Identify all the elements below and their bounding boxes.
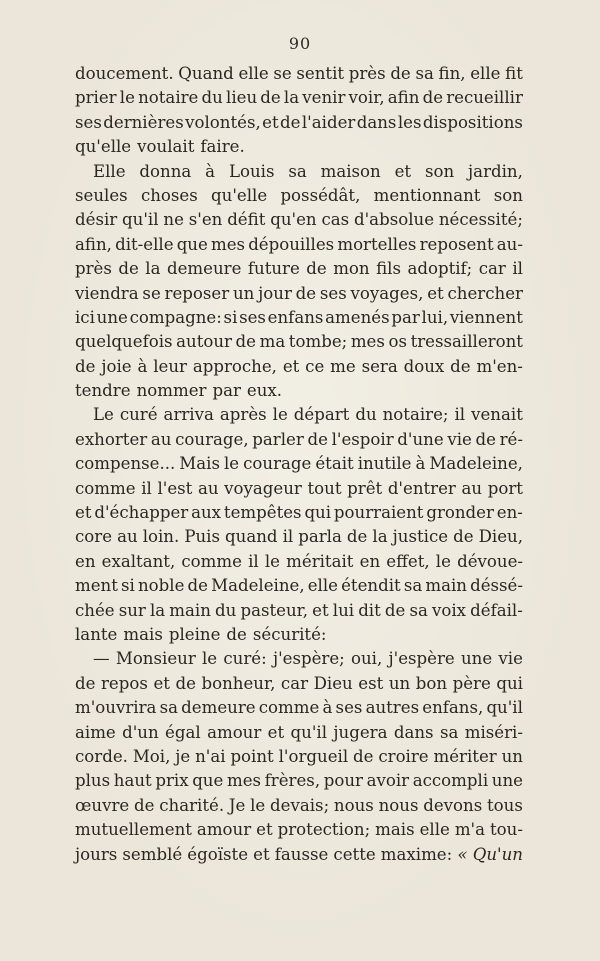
text-line: prier le notaire du lieu de la venir voir, afin de recueillir — [75, 88, 523, 108]
text-line: lante mais pleine de sécurité: — [75, 624, 327, 644]
text-line: core au loin. Puis quand il parla de la justice de Dieu, — [75, 527, 523, 547]
text-line: seules choses qu'elle possédât, mentionnant son — [75, 185, 523, 205]
text-line: tendre nommer par eux. — [75, 381, 283, 401]
text-line: corde. Moi, je n'ai point l'orgueil de croire mériter un — [75, 746, 523, 766]
text-line: Elle donna à Louis sa maison et son jardin, — [93, 161, 523, 181]
page-number: 90 — [288, 34, 312, 53]
text-line: Le curé arriva après le départ du notaire; il venait — [93, 405, 523, 425]
text-line: de joie à leur approche, et ce me sera doux de m'en- — [75, 356, 523, 376]
text-line: près de la demeure future de mon fils adoptif; car il — [75, 259, 523, 279]
text-line: et d'échapper aux tempêtes qui pourraient gronder en- — [75, 503, 523, 523]
text-line: œuvre de charité. Je le devais; nous nous devons tous — [75, 795, 523, 815]
text-line: plus haut prix que mes frères, pour avoir accompli une — [75, 771, 523, 791]
text-line: de repos et de bonheur, car Dieu est un bon père qui — [75, 673, 523, 693]
text-line: quelquefois autour de ma tombe; mes os tressailleront — [75, 332, 523, 352]
text-line: en exaltant, comme il le méritait en effet, le dévoue- — [75, 551, 523, 571]
text-line: mutuellement amour et protection; mais elle m'a tou- — [75, 820, 523, 840]
text-line: comme il l'est au voyageur tout prêt d'entrer au port — [75, 478, 523, 498]
text-line: aime d'un égal amour et qu'il jugera dans sa miséri- — [75, 722, 523, 742]
text-line: ses dernières volontés, et de l'aider dans les dispositions — [75, 112, 523, 132]
text-line: jours semblé égoïste et fausse cette maxime: « Qu'un — [75, 843, 523, 867]
body-text — [75, 62, 523, 867]
text-line: viendra se reposer un jour de ses voyages, et chercher — [75, 283, 523, 303]
text-line: compense... Mais le courage était inutile à Madeleine, — [75, 454, 523, 474]
text-line: qu'elle voulait faire. — [75, 137, 245, 157]
text-line: afin, dit-elle que mes dépouilles mortelles reposent au- — [75, 234, 523, 254]
text-line: — Monsieur le curé: j'espère; oui, j'espère une vie — [93, 649, 523, 669]
text-line: ment si noble de Madeleine, elle étendit sa main déssé- — [75, 576, 523, 596]
text-line: m'ouvrira sa demeure comme à ses autres enfans, qu'il — [75, 698, 523, 718]
text-line: ici une compagne: si ses enfans amenés par lui, viennent — [75, 307, 523, 327]
quotation-start: « Qu'un — [457, 844, 523, 864]
text-line: désir qu'il ne s'en défit qu'en cas d'absolue nécessité; — [75, 210, 523, 230]
text-line: chée sur la main du pasteur, et lui dit de sa voix défail- — [75, 600, 523, 620]
text-line: doucement. Quand elle se sentit près de sa fin, elle fit — [75, 64, 523, 83]
text-line: exhorter au courage, parler de l'espoir d'une vie de ré- — [75, 429, 523, 449]
